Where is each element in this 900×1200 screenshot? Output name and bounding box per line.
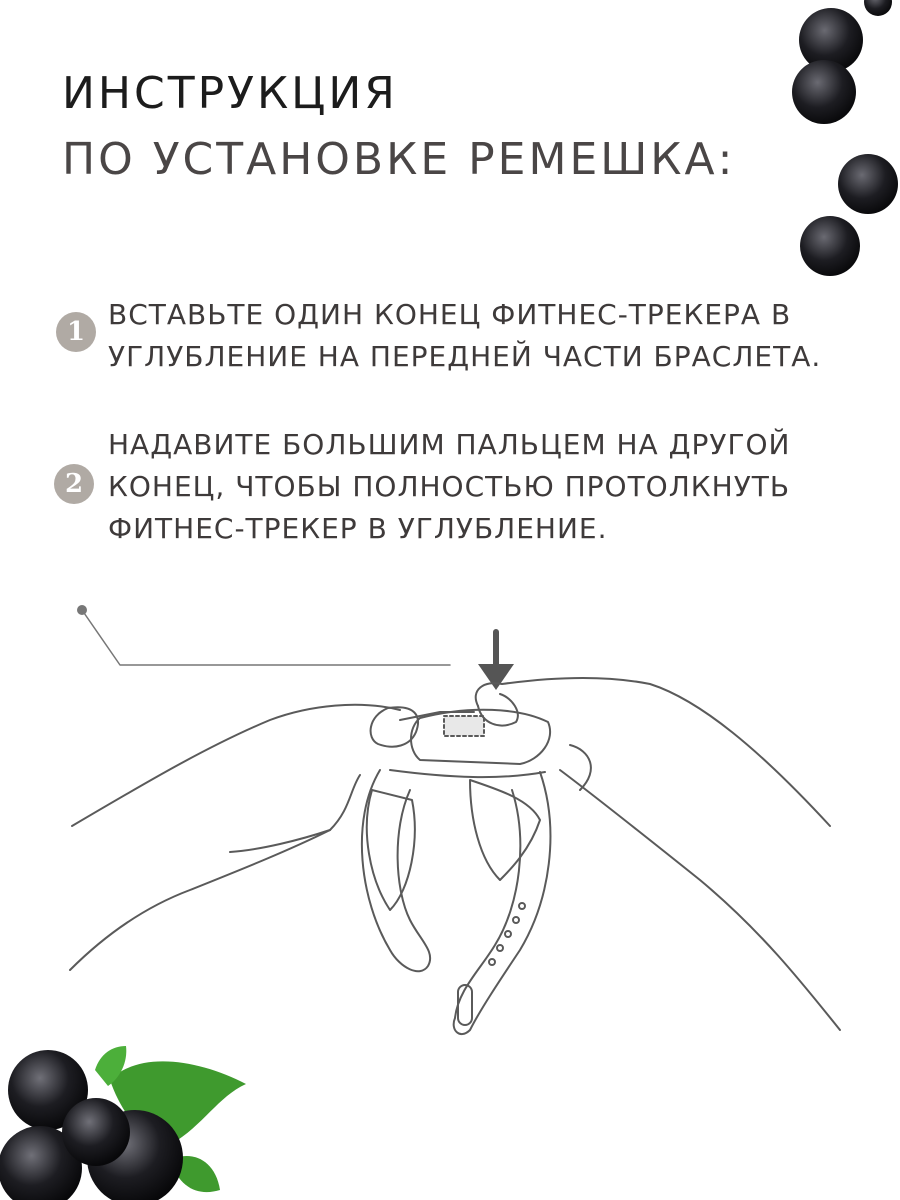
left-hand — [70, 705, 474, 970]
step-text — [108, 294, 821, 378]
step-text — [108, 424, 791, 550]
step-number-icon: 2 — [54, 464, 94, 504]
blackberry-leaf-decoration — [0, 1040, 250, 1200]
blackberry-decoration — [786, 0, 900, 290]
page-title: ИНСТРУКЦИЯ — [62, 68, 398, 119]
down-arrow-icon — [478, 632, 514, 690]
right-hand — [476, 678, 840, 1030]
page-subtitle: ПО УСТАНОВКЕ РЕМЕШКА: — [62, 134, 736, 185]
step-line: НАДАВИТЕ БОЛЬШИМ ПАЛЬЦЕМ НА ДРУГОЙ — [108, 428, 791, 461]
leader-line — [82, 610, 450, 665]
step-number-icon: 1 — [56, 312, 96, 352]
fitness-tracker — [390, 710, 550, 777]
step-line: ВСТАВЬТЕ ОДИН КОНЕЦ ФИТНЕС-ТРЕКЕРА В — [108, 298, 792, 331]
strap-band — [362, 770, 551, 1034]
step-line: УГЛУБЛЕНИЕ НА ПЕРЕДНЕЙ ЧАСТИ БРАСЛЕТА. — [108, 340, 822, 373]
step-line: КОНЕЦ, ЧТОБЫ ПОЛНОСТЬЮ ПРОТОЛКНУТЬ — [108, 470, 791, 503]
installation-illustration — [0, 580, 900, 1050]
step-line: ФИТНЕС-ТРЕКЕР В УГЛУБЛЕНИЕ. — [108, 512, 608, 545]
